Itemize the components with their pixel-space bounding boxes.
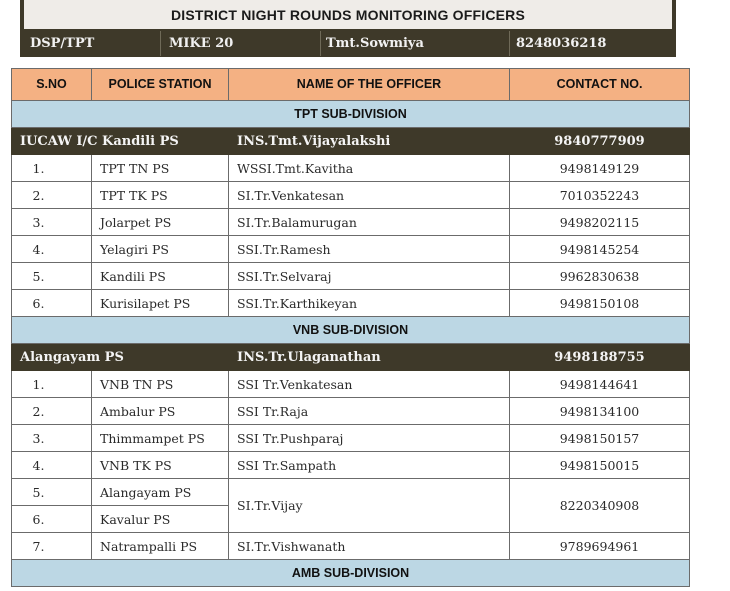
row-contact: 9498149129: [510, 155, 690, 182]
row-sno: 2.: [12, 182, 92, 209]
table-row: [12, 209, 690, 236]
division-row: [12, 317, 690, 344]
row-station: Kurisilapet PS: [92, 290, 229, 317]
row-officer: SSI.Tr.Karthikeyan: [229, 290, 510, 317]
table-row: [12, 398, 690, 425]
row-station: Jolarpet PS: [92, 209, 229, 236]
inspector-contact: 9498188755: [510, 344, 690, 371]
column-header-officer: NAME OF THE OFFICER: [229, 69, 510, 101]
header-callsign: MIKE 20: [160, 31, 325, 56]
table-row: [12, 182, 690, 209]
row-officer: SSI Tr.Sampath: [229, 452, 510, 479]
inspector-row: [12, 344, 690, 371]
row-sno: 6.: [12, 506, 92, 533]
row-station: VNB TN PS: [92, 371, 229, 398]
row-officer: SI.Tr.Venkatesan: [229, 182, 510, 209]
row-station: Yelagiri PS: [92, 236, 229, 263]
row-station: TPT TN PS: [92, 155, 229, 182]
table-row: [12, 290, 690, 317]
column-header-sno: S.NO: [12, 69, 92, 101]
division-row: [12, 101, 690, 128]
division-title: VNB SUB-DIVISION: [12, 317, 690, 344]
row-station: Ambalur PS: [92, 398, 229, 425]
row-contact: 9498144641: [510, 371, 690, 398]
row-sno: 3.: [12, 209, 92, 236]
row-contact: 9498150015: [510, 452, 690, 479]
division-row: [12, 560, 690, 587]
table-row: [12, 425, 690, 452]
inspector-row: [12, 128, 690, 155]
row-sno: 5.: [12, 263, 92, 290]
row-contact: 9498145254: [510, 236, 690, 263]
row-sno: 2.: [12, 398, 92, 425]
row-station: Kandili PS: [92, 263, 229, 290]
row-station: Alangayam PS: [92, 479, 229, 506]
inspector-station: Alangayam PS: [12, 344, 229, 371]
table-row: [12, 236, 690, 263]
row-contact: 9789694961: [510, 533, 690, 560]
header-contact: 8248036218: [509, 31, 679, 56]
row-officer: SI.Tr.Vijay: [229, 479, 510, 533]
row-officer: SSI Tr.Pushparaj: [229, 425, 510, 452]
table-row: [12, 452, 690, 479]
row-sno: 6.: [12, 290, 92, 317]
row-officer: SSI Tr.Venkatesan: [229, 371, 510, 398]
inspector-contact: 9840777909: [510, 128, 690, 155]
inspector-officer: INS.Tr.Ulaganathan: [229, 344, 510, 371]
table-row: [12, 155, 690, 182]
row-station: TPT TK PS: [92, 182, 229, 209]
row-contact: 8220340908: [510, 479, 690, 533]
row-sno: 1.: [12, 371, 92, 398]
division-title: AMB SUB-DIVISION: [12, 560, 690, 587]
page-title: DISTRICT NIGHT ROUNDS MONITORING OFFICERS: [24, 0, 672, 29]
row-officer: SSI.Tr.Ramesh: [229, 236, 510, 263]
row-contact: 9498202115: [510, 209, 690, 236]
table-row: [12, 533, 690, 560]
column-header-station: POLICE STATION: [92, 69, 229, 101]
row-officer: SSI.Tr.Selvaraj: [229, 263, 510, 290]
inspector-officer: INS.Tmt.Vijayalakshi: [229, 128, 510, 155]
officer-table: [11, 68, 690, 587]
row-sno: 4.: [12, 236, 92, 263]
row-station: Kavalur PS: [92, 506, 229, 533]
row-contact: 9498150108: [510, 290, 690, 317]
row-station: Natrampalli PS: [92, 533, 229, 560]
row-sno: 1.: [12, 155, 92, 182]
row-officer: SSI Tr.Raja: [229, 398, 510, 425]
monitoring-officer-header: [20, 0, 676, 57]
division-title: TPT SUB-DIVISION: [12, 101, 690, 128]
row-sno: 3.: [12, 425, 92, 452]
inspector-station: IUCAW I/C Kandili PS: [12, 128, 229, 155]
row-station: Thimmampet PS: [92, 425, 229, 452]
row-sno: 5.: [12, 479, 92, 506]
table-row: [12, 263, 690, 290]
row-contact: 9498134100: [510, 398, 690, 425]
table-row: [12, 371, 690, 398]
header-role: DSP/TPT: [30, 36, 95, 51]
row-contact: 9962830638: [510, 263, 690, 290]
row-officer: SI.Tr.Balamurugan: [229, 209, 510, 236]
header-officer-name: Tmt.Sowmiya: [320, 31, 511, 56]
row-officer: WSSI.Tmt.Kavitha: [229, 155, 510, 182]
row-sno: 4.: [12, 452, 92, 479]
row-contact: 7010352243: [510, 182, 690, 209]
table-row: [12, 479, 690, 506]
table-header-row: [12, 69, 690, 101]
column-header-contact: CONTACT NO.: [510, 69, 690, 101]
row-officer: SI.Tr.Vishwanath: [229, 533, 510, 560]
row-station: VNB TK PS: [92, 452, 229, 479]
row-sno: 7.: [12, 533, 92, 560]
row-contact: 9498150157: [510, 425, 690, 452]
